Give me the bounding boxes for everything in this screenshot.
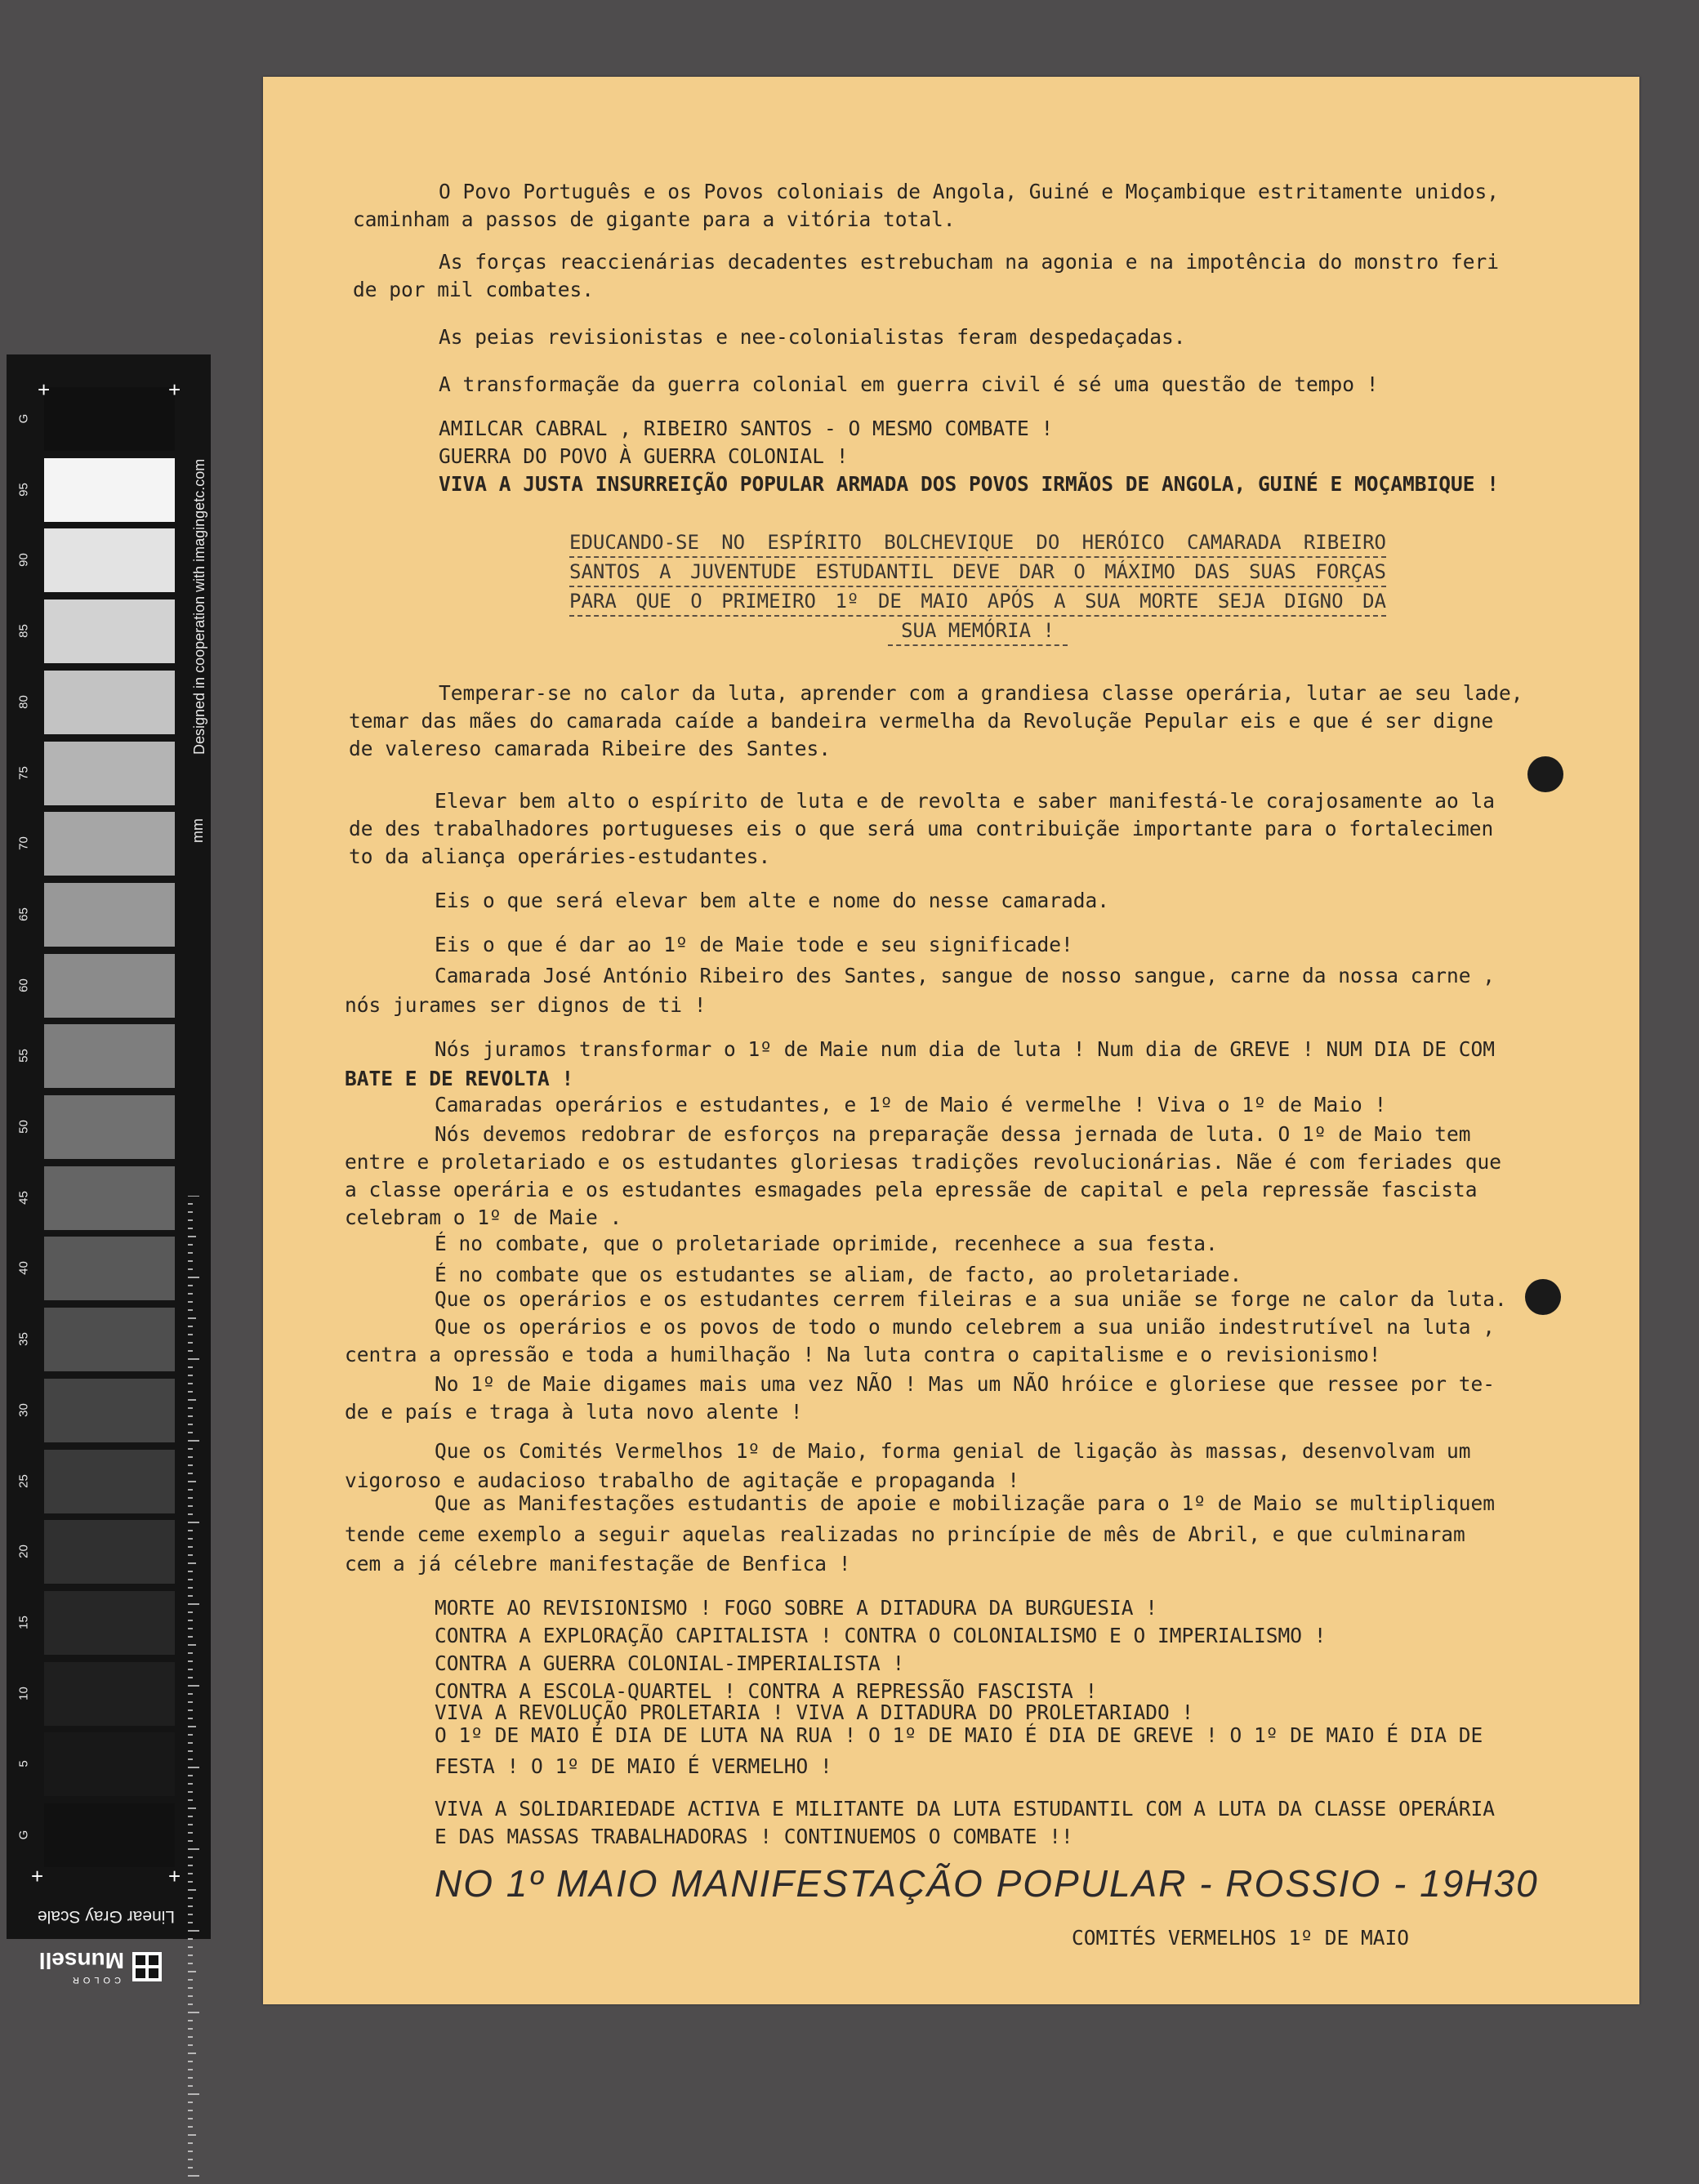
plus-mark-bottom-right: + bbox=[168, 1864, 181, 1888]
intro-line: O Povo Português e os Povos coloniais de Angola, Guiné e Moçambique estritamente unidos, bbox=[439, 180, 1500, 203]
slogan-bottom: VIVA A SOLIDARIEDADE ACTIVA E MILITANTE DA LUTA ESTUDANTIL COM A LUTA DA CLASSE OPERÁRIA bbox=[435, 1797, 1496, 1821]
slogan-bottom: CONTRA A GUERRA COLONIAL-IMPERIALISTA ! bbox=[435, 1651, 905, 1675]
gray-patch-label: 5 bbox=[16, 1760, 31, 1767]
punch-hole bbox=[1527, 756, 1563, 792]
slogan-top: AMILCAR CABRAL , RIBEIRO SANTOS - O MESMO COMBATE ! bbox=[439, 417, 1054, 440]
gray-scale-card bbox=[7, 354, 211, 1939]
gray-patch-label: 90 bbox=[16, 553, 31, 568]
body-line: É no combate que os estudantes se aliam, de facto, ao proletariade. bbox=[435, 1263, 1242, 1286]
brand-sub: COLOR bbox=[68, 1975, 121, 1985]
handwritten-slogan: NO 1º MAIO MANIFESTAÇÃO POPULAR - ROSSIO - 19H30 bbox=[435, 1862, 1539, 1905]
slogan-bottom: CONTRA A ESCOLA-QUARTEL ! CONTRA A REPRESSÃO FASCISTA ! bbox=[435, 1679, 1098, 1703]
body-line: Nós devemos redobrar de esforços na preparaçãe dessa jernada de luta. O 1º de Maio tem bbox=[435, 1122, 1471, 1146]
intro-line: caminham a passos de gigante para a vitória total. bbox=[353, 207, 956, 231]
body-line: de valereso camarada Ribeire des Santes. bbox=[349, 737, 832, 760]
intro-line: de por mil combates. bbox=[353, 278, 595, 301]
slogan-bottom: CONTRA A EXPLORAÇÃO CAPITALISTA ! CONTRA O COLONIALISMO E O IMPERIALISMO ! bbox=[435, 1624, 1327, 1647]
body-line: Nós juramos transformar o 1º de Maie num dia de luta ! Num dia de GREVE ! NUM DIA DE COM bbox=[435, 1037, 1496, 1061]
gray-patch-label: 80 bbox=[16, 694, 31, 709]
slogan-bottom: E DAS MASSAS TRABALHADORAS ! CONTINUEMOS O COMBATE !! bbox=[435, 1825, 1073, 1848]
gray-patch-label: G bbox=[16, 413, 31, 424]
body-line: BATE E DE REVOLTA ! bbox=[345, 1067, 574, 1090]
slogan-top: GUERRA DO POVO À GUERRA COLONIAL ! bbox=[439, 444, 849, 468]
body-line: temar das mães do camarada caíde a bandeira vermelha da Revoluçãe Pepular eis e que é ser digne bbox=[349, 709, 1494, 733]
gray-patch-label: 30 bbox=[16, 1402, 31, 1417]
gray-patch bbox=[44, 528, 175, 592]
body-line: No 1º de Maie digames mais uma vez NÃO ! Mas um NÃO hróice e gloriese que ressee por te- bbox=[435, 1372, 1496, 1396]
gray-patch bbox=[44, 1308, 175, 1371]
mm-ruler bbox=[188, 1196, 204, 2184]
gray-patch-label: G bbox=[16, 1830, 31, 1840]
gray-patch bbox=[44, 1591, 175, 1655]
body-line: celebram o 1º de Maie . bbox=[345, 1206, 622, 1229]
body-line: nós jurames ser dignos de ti ! bbox=[345, 993, 707, 1017]
body-line: Eis o que será elevar bem alte e nome do nesse camarada. bbox=[435, 889, 1110, 912]
gray-patch-label: 10 bbox=[16, 1686, 31, 1700]
body-line: Que os Comités Vermelhos 1º de Maio, forma genial de ligação às massas, desenvolvam um bbox=[435, 1439, 1471, 1463]
body-line: É no combate, que o proletariade oprimide, recenhece a sua festa. bbox=[435, 1232, 1218, 1255]
gray-patch-label: 40 bbox=[16, 1261, 31, 1276]
gray-patch-label: 20 bbox=[16, 1544, 31, 1559]
gray-patch bbox=[44, 1803, 175, 1867]
gray-patch bbox=[44, 812, 175, 876]
gray-patch-label: 75 bbox=[16, 765, 31, 780]
body-line: Temperar-se no calor da luta, aprender com a grandiesa classe operária, lutar ae seu lade, bbox=[439, 681, 1523, 705]
punch-hole bbox=[1525, 1279, 1561, 1315]
heading-line: SANTOS A JUVENTUDE ESTUDANTIL DEVE DAR O MÁXIMO DAS SUAS FORÇAS bbox=[569, 558, 1386, 587]
intro-line: As forças reaccienárias decadentes estrebucham na agonia e na impotência do monstro feri bbox=[439, 250, 1500, 274]
cooperation-text: Designed in cooperation with imagingetc.com bbox=[191, 458, 207, 755]
gray-patch bbox=[44, 1732, 175, 1796]
body-line: entre e proletariado e os estudantes gloriesas tradições revolucionárias. Nãe é com feriades que bbox=[345, 1150, 1502, 1174]
slogan-bottom: MORTE AO REVISIONISMO ! FOGO SOBRE A DITADURA DA BURGUESIA ! bbox=[435, 1596, 1158, 1620]
gray-patch bbox=[44, 599, 175, 663]
gray-patch bbox=[44, 671, 175, 734]
body-line: de e país e traga à luta novo alente ! bbox=[345, 1400, 803, 1424]
body-line: Que os operários e os povos de todo o mundo celebrem a sua união indestrutível na luta , bbox=[435, 1315, 1496, 1339]
gray-patch bbox=[44, 1095, 175, 1159]
gray-patch-label: 50 bbox=[16, 1120, 31, 1134]
scale-name: Linear Gray Scale bbox=[37, 1907, 176, 1926]
body-line: cem a já célebre manifestaçãe de Benfica ! bbox=[345, 1552, 851, 1576]
body-line: Que os operários e os estudantes cerrem fileiras e a sua uniãe se forge ne calor da luta. bbox=[435, 1287, 1507, 1311]
body-line: Camaradas operários e estudantes, e 1º de Maio é vermelhe ! Viva o 1º de Maio ! bbox=[435, 1093, 1387, 1117]
body-line: Que as Manifestações estudantis de apoie e mobilizaçãe para o 1º de Maio se multipliquem bbox=[435, 1491, 1496, 1515]
slogan-bottom: O 1º DE MAIO É DIA DE LUTA NA RUA ! O 1º DE MAIO É DIA DE GREVE ! O 1º DE MAIO É DIA DE bbox=[435, 1723, 1483, 1747]
body-line: Camarada José António Ribeiro des Santes, sangue de nosso sangue, carne da nossa carne , bbox=[435, 964, 1496, 987]
gray-patch bbox=[44, 1237, 175, 1300]
gray-patch-label: 35 bbox=[16, 1332, 31, 1346]
gray-patch bbox=[44, 1024, 175, 1088]
gray-patch bbox=[44, 1166, 175, 1230]
gray-patch-label: 65 bbox=[16, 907, 31, 921]
gray-patch-label: 70 bbox=[16, 836, 31, 851]
slogan-bottom: FESTA ! O 1º DE MAIO É VERMELHO ! bbox=[435, 1754, 832, 1778]
gray-patch bbox=[44, 1379, 175, 1442]
body-line: centra a opressão e toda a humilhação ! Na luta contra o capitalisme e o revisionismo! bbox=[345, 1343, 1381, 1366]
gray-patch-label: 45 bbox=[16, 1190, 31, 1205]
gray-patch bbox=[44, 1450, 175, 1513]
intro-line: A transformaçãe da guerra colonial em guerra civil é sé uma questão de tempo ! bbox=[439, 372, 1379, 396]
gray-patch-label: 55 bbox=[16, 1049, 31, 1063]
gray-patch-label: 60 bbox=[16, 978, 31, 992]
leaflet-page bbox=[263, 77, 1639, 2004]
gray-patch bbox=[44, 954, 175, 1018]
munsell-logo bbox=[33, 1944, 163, 1991]
body-line: Eis o que é dar ao 1º de Maie tode e seu significade! bbox=[435, 933, 1073, 956]
plus-mark-top-left: + bbox=[38, 377, 51, 402]
gray-patch-label: 85 bbox=[16, 624, 31, 638]
body-line: a classe operária e os estudantes esmagades pela epressãe de capital e pela repressãe fascista bbox=[345, 1178, 1478, 1201]
plus-mark-top-right: + bbox=[168, 377, 181, 402]
gray-patch bbox=[44, 1520, 175, 1584]
plus-mark-bottom-left: + bbox=[31, 1864, 44, 1888]
body-line: vigoroso e audacioso trabalho de agitaçãe e propaganda ! bbox=[345, 1469, 1020, 1492]
intro-line: As peias revisionistas e nee-colonialistas feram despedaçadas. bbox=[439, 325, 1186, 349]
gray-patch bbox=[44, 387, 175, 451]
heading-line: SUA MEMÓRIA ! bbox=[888, 617, 1068, 646]
body-line: de des trabalhadores portugueses eis o que será uma contribuiçãe importante para o fortalecimen bbox=[349, 817, 1494, 840]
body-line: Elevar bem alto o espírito de luta e de revolta e saber manifestá-le corajosamente ao la bbox=[435, 789, 1496, 813]
heading-line: EDUCANDO-SE NO ESPÍRITO BOLCHEVIQUE DO HERÓICO CAMARADA RIBEIRO bbox=[569, 528, 1386, 558]
gray-patch-label: 25 bbox=[16, 1473, 31, 1488]
gray-patch-label: 95 bbox=[16, 482, 31, 497]
slogan-bottom: VIVA A REVOLUÇÃO PROLETARIA ! VIVA A DITADURA DO PROLETARIADO ! bbox=[435, 1700, 1194, 1724]
boxed-heading bbox=[569, 528, 1386, 646]
gray-patch bbox=[44, 458, 175, 522]
mm-label: mm bbox=[190, 818, 206, 843]
gray-patch-label: 15 bbox=[16, 1616, 31, 1629]
brand-name: Munsell bbox=[38, 1948, 124, 1973]
body-line: tende ceme exemplo a seguir aquelas realizadas no princípie de mês de Abril, e que culminaram bbox=[345, 1522, 1465, 1546]
gray-patch bbox=[44, 883, 175, 947]
signature: COMITÉS VERMELHOS 1º DE MAIO bbox=[1072, 1926, 1410, 1950]
heading-line: PARA QUE O PRIMEIRO 1º DE MAIO APÓS A SUA MORTE SEJA DIGNO DA bbox=[569, 587, 1386, 617]
gray-patch bbox=[44, 742, 175, 805]
body-line: to da aliança operáries-estudantes. bbox=[349, 845, 771, 868]
munsell-mark-icon bbox=[132, 1952, 162, 1981]
slogan-top: VIVA A JUSTA INSURREIÇÃO POPULAR ARMADA DOS POVOS IRMÃOS DE ANGOLA, GUINÉ E MOÇAMBIQUE ! bbox=[439, 472, 1500, 496]
gray-patch bbox=[44, 1662, 175, 1726]
